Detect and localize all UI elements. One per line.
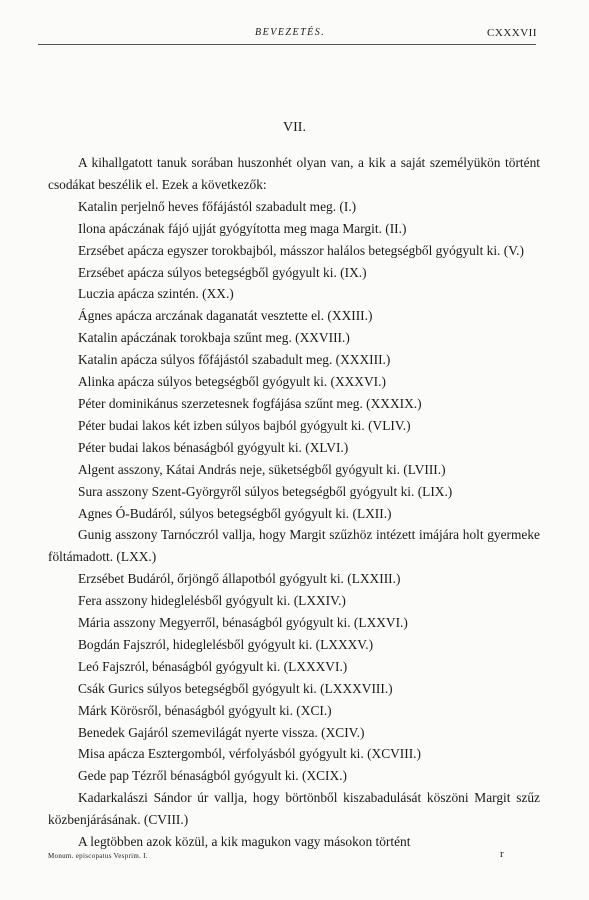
list-item: Erzsébet Budáról, őrjöngő állapotból gyógyult ki. (LXXIII.) bbox=[78, 571, 401, 587]
footer-signature: Monum. episcopatus Vesprim. I. bbox=[48, 852, 148, 860]
list-item: Péter budai lakos bénaságból gyógyult ki. (XLVI.) bbox=[78, 439, 349, 455]
list-item: Péter budai lakos két izben súlyos bajból gyógyult ki. (VLIV.) bbox=[78, 417, 411, 433]
header-rule bbox=[38, 44, 536, 45]
list-item: Ilona apáczának fájó ujját gyógyította meg maga Margit. (II.) bbox=[78, 220, 407, 236]
list-item: Luczia apácza szintén. (XX.) bbox=[78, 286, 234, 302]
list-item: Gede pap Tézről bénaságból gyógyult ki. (XCIX.) bbox=[78, 768, 347, 784]
page-number: CXXXVII bbox=[487, 27, 537, 39]
list-item: Algent asszony, Kátai András neje, süketségből gyógyult ki. (LVIII.) bbox=[78, 461, 446, 477]
list-item: Erzsébet apácza egyszer torokbajból, másszor halálos betegségből gyógyult ki. (V.) bbox=[78, 242, 524, 258]
footer-mark: r bbox=[500, 848, 504, 860]
closing-paragraph: A legtöbben azok közül, a kik magukon vagy másokon történt bbox=[78, 834, 411, 850]
list-item: Katalin perjelnő heves főfájástól szabadult meg. (I.) bbox=[78, 198, 357, 214]
list-item: Márk Körösről, bénaságból gyógyult ki. (XCI.) bbox=[78, 702, 332, 718]
section-heading: VII. bbox=[283, 120, 306, 135]
page-body bbox=[48, 152, 540, 853]
list-item: Leó Fajszról, bénaságból gyógyult ki. (LXXXVI.) bbox=[78, 658, 348, 674]
list-item: Alinka apácza súlyos betegségből gyógyult ki. (XXXVI.) bbox=[78, 374, 386, 390]
list-item: Erzsébet apácza súlyos betegségből gyógyult ki. (IX.) bbox=[78, 264, 367, 280]
intro-paragraph: A kihallgatott tanuk sorában huszonhét olyan van, a kik a saját személyükön történt csodákat beszélik el. Ezek a következők: bbox=[48, 155, 540, 192]
list-item: Kadarkalászi Sándor úr vallja, hogy börtönből kiszabadulását köszöni Margit szűz közbenjárásának. (CVIII.) bbox=[48, 790, 540, 828]
list-item: Bogdán Fajszról, hideglelésből gyógyult ki. (LXXXV.) bbox=[78, 636, 374, 652]
running-title: BEVEZETÉS. bbox=[255, 27, 326, 38]
list-item: Péter dominikánus szerzetesnek fogfájása szűnt meg. (XXXIX.) bbox=[78, 395, 422, 411]
list-item: Katalin apácza súlyos főfájástól szabadult meg. (XXXIII.) bbox=[78, 352, 391, 368]
list-item: Misa apácza Esztergomból, vérfolyásból gyógyult ki. (XCVIII.) bbox=[78, 746, 421, 762]
list-item: Katalin apáczának torokbaja szűnt meg. (XXVIII.) bbox=[78, 330, 350, 346]
list-item: Sura asszony Szent-Györgyről súlyos betegségből gyógyult ki. (LIX.) bbox=[78, 483, 453, 499]
list-item: Gunig asszony Tarnóczról vallja, hogy Margit szűzhöz intézett imájára holt gyermeke föltámadott. (LXX.) bbox=[48, 527, 540, 565]
list-item: Ágnes apácza arczának daganatát vesztette el. (XXIII.) bbox=[78, 308, 373, 324]
list-item: Agnes Ó-Budáról, súlyos betegségből gyógyult ki. (LXII.) bbox=[78, 505, 392, 521]
list-item: Fera asszony hideglelésből gyógyult ki. (LXXIV.) bbox=[78, 593, 346, 609]
list-item: Csák Gurics súlyos betegségből gyógyult ki. (LXXXVIII.) bbox=[78, 680, 393, 696]
list-item: Benedek Gajáról szemevilágát nyerte vissza. (XCIV.) bbox=[78, 724, 365, 740]
list-item: Mária asszony Megyerről, bénaságból gyógyult ki. (LXXVI.) bbox=[78, 615, 408, 631]
